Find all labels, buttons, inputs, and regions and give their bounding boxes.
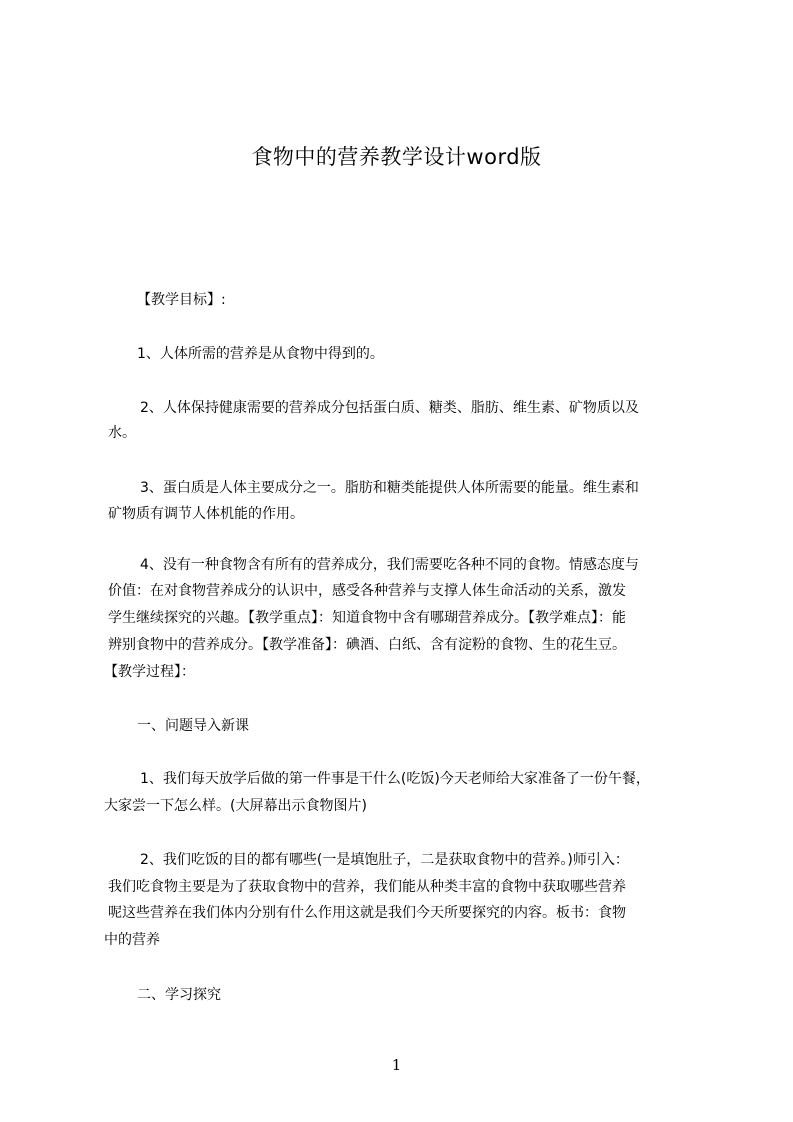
paragraph-line: 辨别食物中的营养成分。【教学准备】：碘酒、白纸、含有淀粉的食物、生的花生豆。 xyxy=(108,637,626,653)
paragraph-line: 呢这些营养在我们体内分别有什么作用这就是我们今天所要探究的内容。板书：食物 xyxy=(108,905,626,921)
paragraph-line: 大家尝一下怎么样。(大屏幕出示食物图片) xyxy=(104,798,367,814)
section-heading-objectives: 【教学目标】: xyxy=(137,292,226,308)
paragraph-line: 4、没有一种食物含有所有的营养成分，我们需要吃各种不同的食物。情感态度与 xyxy=(140,557,639,573)
paragraph-line: 学生继续探究的兴趣。【教学重点】：知道食物中含有哪瑚营养成分。【教学难点】：能 xyxy=(108,610,626,626)
section-heading-inquiry: 二、学习探究 xyxy=(137,987,221,1003)
section-heading-intro: 一、问题导入新课 xyxy=(137,718,249,734)
paragraph-line: 2、人体保持健康需要的营养成分包括蛋白质、糖类、脂肪、维生素、矿物质以及 xyxy=(140,400,639,416)
paragraph-line: 1、人体所需的营养是从食物中得到的。 xyxy=(137,346,384,362)
paragraph-line: 水。 xyxy=(108,425,136,441)
paragraph-line: 中的营养 xyxy=(104,932,160,948)
paragraph-line: 价值：在对食物营养成分的认识中，感受各种营养与支撑人体生命活动的关系，激发 xyxy=(108,583,626,599)
paragraph-line: 矿物质有调节人体机能的作用。 xyxy=(108,506,304,522)
paragraph-line: 3、蛋白质是人体主要成分之一。脂肪和糖类能提供人体所需要的能量。维生素和 xyxy=(140,480,639,496)
paragraph-line: 1、我们每天放学后做的第一件事是干什么(吃饭)今天老师给大家准备了一份午餐， xyxy=(140,771,650,787)
document-title: 食物中的营养教学设计word版 xyxy=(251,145,542,169)
page-number: 1 xyxy=(391,1056,402,1074)
section-heading-process: 【教学过程】： xyxy=(104,664,195,680)
paragraph-line: 2、我们吃饭的目的都有哪些(一是填饱肚子，二是获取食物中的营养。)师引入： xyxy=(140,852,629,868)
paragraph-line: 我们吃食物主要是为了获取食物中的营养，我们能从种类丰富的食物中获取哪些营养 xyxy=(108,879,626,895)
